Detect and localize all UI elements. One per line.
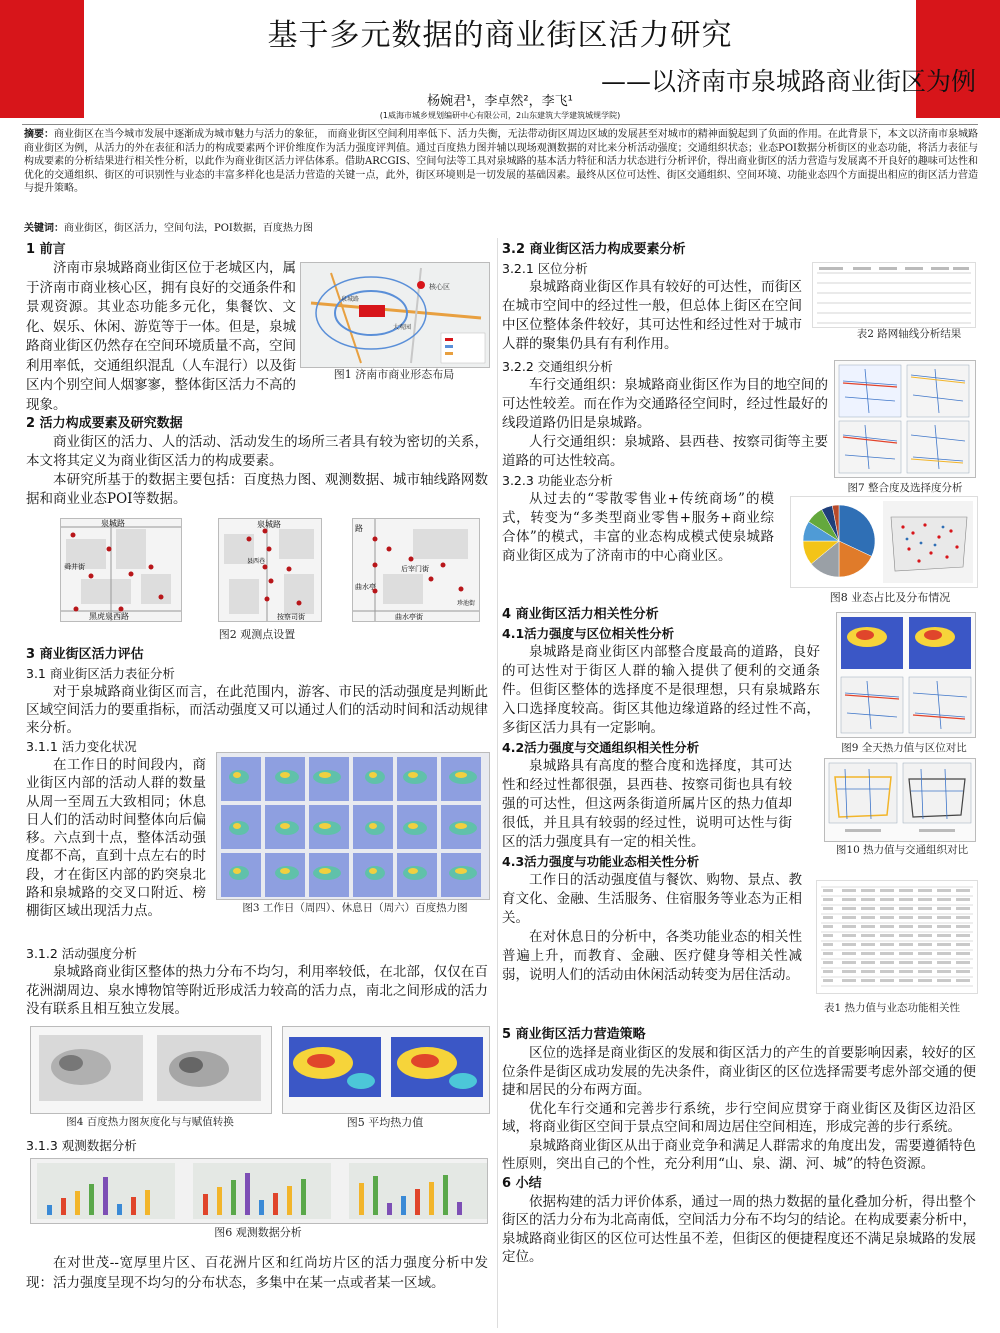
observation-bar	[301, 1179, 306, 1215]
section-6-paragraph: 依据构建的活力评价体系，通过一周的热力数据的量化叠加分析，得出整个街区的活力分布为北高南低，空间活力分布不均匀的结论。在构成要素分析中，泉城路商业街区的区位可达性虽不差，但街区的便捷程度还不满足泉城路的发展定位。	[502, 1193, 976, 1265]
abstract	[24, 128, 978, 196]
heatmap-hotspot	[369, 823, 377, 829]
table-cell	[937, 943, 951, 946]
section-4-3-paragraph-2: 在对休息日的分析中，各类功能业态的相关性普遍上升，而教育、金融、医疗健身等相关性减弱，说明人们的活动由休闲活动转变为居住活动。	[502, 929, 802, 983]
section-3-2-1-title: 3.2.1 区位分析	[502, 261, 588, 276]
table-cell	[823, 898, 833, 901]
table-cell	[842, 934, 856, 937]
column-divider	[497, 238, 498, 1328]
section-3-1-3-text	[26, 1254, 488, 1293]
table-2-caption: 表2 路网轴线分析结果	[856, 328, 962, 340]
table-cell	[937, 889, 951, 892]
table-cell	[823, 907, 833, 910]
map4-label-a: 路	[355, 524, 363, 533]
map2-label-c: 舜井街	[64, 563, 85, 571]
table-cell	[823, 952, 833, 955]
table-cell	[842, 907, 856, 910]
observation-bar	[131, 1197, 136, 1215]
table-cell	[880, 925, 894, 928]
observation-bar	[47, 1205, 52, 1215]
section-2	[26, 414, 488, 509]
table-cell	[956, 934, 970, 937]
section-5	[502, 1025, 976, 1267]
table-cell	[880, 979, 894, 982]
heatmap-hotspot	[280, 823, 290, 829]
table-cell	[937, 934, 951, 937]
heatmap-hotspot	[319, 868, 331, 874]
table-cell	[880, 907, 894, 910]
section-5-paragraph-2: 优化车行交通和完善步行系统，步行空间应贯穿于商业街区及街区边沿区域，将商业街区空间于景点空间和周边居住空间相连，形成完善的步行系统。	[502, 1100, 976, 1135]
map4-label-d: 曲水亭	[355, 583, 376, 591]
figure-7-integration	[834, 360, 976, 478]
table-cell	[823, 889, 833, 892]
poster-subtitle: ——以济南市泉城路商业街区为例	[600, 67, 976, 96]
figure-6-caption: 图6 观测数据分析	[214, 1226, 302, 1239]
table-1-caption: 表1 热力值与业态功能相关性	[823, 1002, 961, 1014]
table-cell	[861, 943, 875, 946]
section-2-paragraph-1: 商业街区的活力、人的活动、活动发生的场所三者具有较为密切的关系，本文将其定义为商业街区活力的构成要素。	[26, 434, 488, 469]
table-cell	[918, 934, 932, 937]
section-3-1-1-title: 3.1.1 活力变化状况	[26, 739, 137, 754]
table-cell	[880, 934, 894, 937]
table-cell	[918, 961, 932, 964]
section-1-title: 1 前言	[26, 242, 66, 257]
table-cell	[861, 961, 875, 964]
section-5-paragraph-1: 区位的选择是商业街区的发展和街区活力的产生的首要影响因素，较好的区位条件是街区成功发展的先决条件，商业街区的区位选择需要考虑外部交通的便捷和居民的分布两方面。	[502, 1045, 976, 1098]
table-cell	[861, 889, 875, 892]
table-cell	[861, 916, 875, 919]
table-cell	[918, 970, 932, 973]
table-cell	[842, 979, 856, 982]
figure-8-business	[790, 496, 978, 588]
table-cell	[880, 898, 894, 901]
section-3-1-2-title: 3.1.2 活动强度分析	[26, 946, 137, 961]
section-3-1-3-title: 3.1.3 观测数据分析	[26, 1138, 137, 1153]
heatmap-hotspot	[369, 772, 377, 778]
figure-2-caption: 图2 观测点设置	[218, 628, 296, 641]
table-cell	[842, 970, 856, 973]
table-cell	[956, 952, 970, 955]
figure-5-caption: 图5 平均热力值	[346, 1116, 424, 1129]
table-cell	[937, 961, 951, 964]
figure-9-caption: 图9 全天热力值与区位对比	[841, 742, 967, 754]
abstract-text: 商业街区在当今城市发展中逐渐成为城市魅力与活力的象征， 而商业街区空间利用率低下、活力失衡，无法带动街区周边区域的发展甚至对城市的精神面貌起到了负面的作用。在此背景下，本文以济南市泉城路商业街区为例，从活力的外在表征和活力的构成要素两个评价维度作为活力强度评判值。通过百度热力图并辅以现场观测数据的对比来分析活动强度；交通组织状态；业态POI数据分析街区的业态功能，将活力表征与构成要素的分析结果进行相关性分析，以此作为商业街区活力评估体系。借助ARCGIS、空间句法等工具对泉城路的基本活力特征和活力状态进行分析评价，得出商业街区的活力营造与发展离不开良好的趣味可达性和优化的交通组织、街区的可识别性与业态的丰富多样化也是活力营造的关键一点，此外，街区环境则是一切发展的基础因素。最终从区位可达性、街区交通组织、空间环境、功能业态四个方面提出相应的街区活力营造与提升策略。	[24, 129, 978, 195]
table-cell	[842, 889, 856, 892]
map2-label-a: 泉城路	[101, 519, 125, 528]
table-cell	[956, 907, 970, 910]
observation-bar	[457, 1202, 462, 1215]
section-4-2-paragraph: 泉城路具有高度的整合度和选择度，其可达性和经过性都很强，县西巷、按察司街也具有较强的可达性，但这两条街道所属片区的热力值却很低，并且具有较弱的经过性，说明可达性与街区的活力强度具有一定的相关性。	[502, 758, 792, 850]
observation-bar	[443, 1175, 448, 1215]
keywords-text: 商业街区，街区活力，空间句法，POI数据，百度热力图	[64, 223, 313, 234]
figure-10-heat-traffic	[824, 758, 976, 842]
table-cell	[861, 934, 875, 937]
observation-bar	[217, 1187, 222, 1215]
section-1-paragraph: 济南市泉城路商业街区位于老城区内，属于济南市商业核心区，拥有良好的交通条件和景观资源。其业态功能多元化，集餐饮、文化、娱乐、休闲、游览等于一体。但是，泉城路商业街区仍然存在空间环境质量不高，空间利用率低，交通组织混乱（人车混行）以及街区内个别空间人烟寥寥，整体街区活力不高的现象。	[26, 260, 296, 413]
heatmap-hotspot	[233, 823, 241, 829]
section-4-title: 4 商业街区活力相关性分析	[502, 607, 659, 622]
section-4-3-paragraph-1: 工作日的活动强度值与餐饮、购物、景点、教育文化、金融、生活服务、住宿服务等业态为正相关。	[502, 872, 802, 926]
table-cell	[899, 961, 913, 964]
observation-bar	[287, 1186, 292, 1215]
figure-6-observation	[30, 1158, 488, 1224]
heatmap-hotspot	[408, 772, 418, 778]
observation-bar	[415, 1189, 420, 1215]
heatmap-hotspot	[280, 772, 290, 778]
table-cell	[880, 916, 894, 919]
observation-bar	[359, 1183, 364, 1215]
table-cell	[861, 970, 875, 973]
heatmap-hotspot	[455, 823, 467, 829]
figure-1-caption: 图1 济南市商业形态布局	[333, 368, 455, 381]
table-cell	[842, 943, 856, 946]
map1-label-core: 核心区	[429, 283, 450, 291]
heatmap-hotspot	[233, 868, 241, 874]
table-cell	[880, 952, 894, 955]
table-cell	[823, 925, 833, 928]
section-3-1-3	[26, 1136, 488, 1155]
heatmap-hotspot	[233, 772, 241, 778]
table-cell	[918, 898, 932, 901]
observation-bar	[145, 1190, 150, 1215]
observation-bar	[89, 1184, 94, 1215]
table-cell	[823, 979, 833, 982]
observation-bar	[75, 1191, 80, 1215]
figure-2-map-b	[218, 518, 322, 622]
table-cell	[918, 907, 932, 910]
keywords	[24, 219, 978, 234]
table-cell	[880, 961, 894, 964]
section-3-2-1-paragraph: 泉城路商业街区作具有较好的可达性，而街区在城市空间中的经过性一般，但总体上街区在空间中区位整体条件较好，其可达性和经过性对于城市人群的聚集仍具有有利作用。	[502, 279, 802, 352]
table-cell	[842, 898, 856, 901]
heatmap-hotspot	[319, 823, 331, 829]
table-cell	[880, 943, 894, 946]
figure-3-caption: 图3 工作日（周四）、休息日（周六）百度热力图	[242, 902, 468, 914]
table-cell	[937, 907, 951, 910]
table-cell	[861, 907, 875, 910]
map3-label-c: 按察司街	[277, 613, 305, 621]
table-cell	[899, 952, 913, 955]
affiliations: (1威海市城乡规划编研中心有限公司，2山东建筑大学建筑城规学院)	[379, 111, 621, 120]
figure-2-map-c	[352, 518, 480, 622]
observation-bar	[273, 1193, 278, 1215]
observation-bar	[429, 1182, 434, 1215]
map4-label-e: 珍池街	[457, 600, 476, 607]
table-cell	[937, 898, 951, 901]
table-cell	[937, 970, 951, 973]
map1-label-a: 泉城路	[341, 296, 360, 303]
section-6-title: 6 小结	[502, 1175, 542, 1191]
section-3-2-2-title: 3.2.2 交通组织分析	[502, 359, 613, 374]
table-cell	[899, 970, 913, 973]
table-cell	[918, 925, 932, 928]
table-cell	[899, 943, 913, 946]
figure-2-map-a	[60, 518, 182, 622]
table-cell	[823, 961, 833, 964]
section-2-title: 2 活力构成要素及研究数据	[26, 416, 183, 431]
section-4-2-title: 4.2活力强度与交通组织相关性分析	[502, 740, 700, 755]
observation-bar	[61, 1198, 66, 1215]
table-cell	[861, 952, 875, 955]
table-cell	[823, 934, 833, 937]
table-cell	[956, 916, 970, 919]
table-cell	[937, 952, 951, 955]
table-cell	[842, 916, 856, 919]
table-cell	[823, 916, 833, 919]
map4-label-b: 后宰门街	[401, 565, 429, 573]
abstract-label: 摘要：	[24, 129, 55, 140]
table-cell	[956, 943, 970, 946]
table-cell	[842, 961, 856, 964]
map4-label-c: 曲水亭街	[395, 613, 423, 621]
heatmap-hotspot	[369, 868, 377, 874]
heatmap-hotspot	[408, 823, 418, 829]
table-cell	[823, 943, 833, 946]
figure-1-map	[300, 262, 490, 368]
table-cell	[899, 934, 913, 937]
observation-bar	[373, 1176, 378, 1215]
section-2-paragraph-2: 本研究所基于的数据主要包括：百度热力图、观测数据、城市轴线路网数据和商业业态POI等数据。	[26, 472, 488, 507]
observation-bar	[231, 1180, 236, 1215]
table-cell	[880, 970, 894, 973]
section-3-2-title: 3.2 商业街区活力构成要素分析	[502, 242, 686, 257]
authors: 杨婉君¹，李卓然²，李飞¹	[427, 94, 573, 109]
table-cell	[899, 898, 913, 901]
table-cell	[937, 916, 951, 919]
table-cell	[842, 925, 856, 928]
table-cell	[880, 889, 894, 892]
table-cell	[918, 952, 932, 955]
section-4-3-title: 4.3活力强度与功能业态相关性分析	[502, 854, 700, 869]
table-cell	[918, 889, 932, 892]
table-cell	[937, 979, 951, 982]
table-cell	[861, 925, 875, 928]
section-4-1-title: 4.1活力强度与区位相关性分析	[502, 626, 675, 641]
table-cell	[899, 916, 913, 919]
section-3-2-2-paragraph-2: 人行交通组织：泉城路、县西巷、按察司街等主要道路的可达性较高。	[502, 434, 828, 469]
figure-7-caption: 图7 整合度及选择度分析	[847, 482, 963, 494]
heatmap-hotspot	[455, 868, 467, 874]
header-divider	[22, 124, 978, 125]
figure-9-heat-location	[836, 612, 976, 738]
table-cell	[956, 889, 970, 892]
table-cell	[861, 979, 875, 982]
observation-bar	[259, 1200, 264, 1215]
table-cell	[937, 925, 951, 928]
figure-8-caption: 图8 业态占比及分布情况	[829, 591, 951, 604]
section-3-title: 3 商业街区活力评估	[26, 647, 144, 662]
table-cell	[842, 952, 856, 955]
section-3-1-1-paragraph: 在工作日的时间段内，商业街区内部的活动人群的数量从周一至周五大致相同；休息日人们的活动时间整体向后偏移。六点到十点，整体活动强度都不高，直到十点左右的时段，才在街区内部的趵突泉北路和泉城路的交叉口附近、榜棚街区域出现活力点。	[26, 757, 206, 920]
table-cell	[956, 925, 970, 928]
section-3-2-3-title: 3.2.3 功能业态分析	[502, 473, 613, 488]
section-4-1-paragraph: 泉城路是商业街区内部整合度最高的道路，良好的可达性对于街区人群的输入提供了便利的交通条件。但街区整体的选择度不是很理想，只有泉城路东入口选择度较高。街区其他边缘道路的经过性不高，多街区活力具有一定影响。	[502, 644, 820, 736]
section-3-2-3-paragraph: 从过去的“零散零售业+传统商场”的模式，转变为“多类型商业零售+服务+商业综合体”的模式，丰富的业态构成模式使泉城路商业街区成为了济南市的中心商业区。	[502, 491, 774, 564]
observation-bar	[387, 1203, 392, 1215]
table-cell	[899, 889, 913, 892]
table-cell	[918, 943, 932, 946]
figure-10-caption: 图10 热力值与交通组织对比	[835, 844, 969, 856]
section-5-title: 5 商业街区活力营造策略	[502, 1027, 646, 1042]
section-3-2-2-paragraph-1: 车行交通组织：泉城路商业街区作为目的地空间的可达性较差。而在作为交通路径空间时，经过性最好的线段道路仍旧是泉城路。	[502, 377, 828, 431]
section-3-1-2	[26, 944, 488, 1019]
poster-title: 基于多元数据的商业街区活力研究	[267, 18, 733, 53]
map3-label-a: 泉城路	[257, 520, 281, 529]
observation-bar	[245, 1173, 250, 1215]
table-cell	[918, 979, 932, 982]
table-2	[812, 262, 976, 328]
keywords-label: 关键词：	[24, 223, 64, 234]
observation-bar	[401, 1196, 406, 1215]
table-cell	[861, 898, 875, 901]
table-cell	[956, 898, 970, 901]
heatmap-hotspot	[408, 868, 418, 874]
figure-4-caption: 图4 百度热力图灰度化与与赋值转换	[66, 1116, 234, 1128]
figure-5-heatmap	[282, 1026, 490, 1114]
heatmap-hotspot	[455, 772, 467, 778]
table-cell	[956, 970, 970, 973]
observation-bar	[117, 1204, 122, 1215]
observation-bar	[203, 1194, 208, 1215]
section-3-1-2-paragraph: 泉城路商业街区整体的热力分布不均匀，利用率较低，在北部，仅仅在百花洲湖周边、泉水博物馆等附近形成活力较高的活力点，南北之间形成的活力没有联系且相互独立发展。	[26, 964, 488, 1017]
table-cell	[956, 979, 970, 982]
figure-4-grayscale	[30, 1026, 272, 1114]
table-cell	[918, 916, 932, 919]
table-cell	[899, 925, 913, 928]
table-cell	[899, 907, 913, 910]
section-3-1-paragraph: 对于泉城路商业街区而言，在此范围内，游客、市民的活动强度是判断此区域空间活力的要重指标，而活动强度又可以通过人们的活动时间和活动规律来分析。	[26, 684, 488, 736]
heatmap-hotspot	[280, 868, 290, 874]
table-cell	[899, 979, 913, 982]
map3-label-b: 县西巷	[247, 558, 266, 565]
section-5-paragraph-3: 泉城路商业街区从出于商业竞争和满足人群需求的角度出发，需要遵循特色性原则，突出自己的个性，充分利用“山、泉、湖、河、城”的特色资源。	[502, 1137, 976, 1172]
figure-3-heatmaps	[216, 752, 490, 900]
table-cell	[956, 961, 970, 964]
map1-label-b: 大观园	[393, 324, 412, 331]
observation-bar	[103, 1177, 108, 1215]
heatmap-hotspot	[319, 772, 331, 778]
table-1	[816, 880, 978, 994]
section-3-1-3-paragraph: 在对世茂--宽厚里片区、百花洲片区和红尚坊片区的活力强度分析中发现：活力强度呈现不均匀的分布状态，多集中在某一点或者某一区域。	[26, 1255, 488, 1291]
section-3-1-title: 3.1 商业街区活力表征分析	[26, 666, 175, 681]
table-cell	[823, 970, 833, 973]
map2-label-b: 黑虎泉西路	[89, 612, 129, 621]
